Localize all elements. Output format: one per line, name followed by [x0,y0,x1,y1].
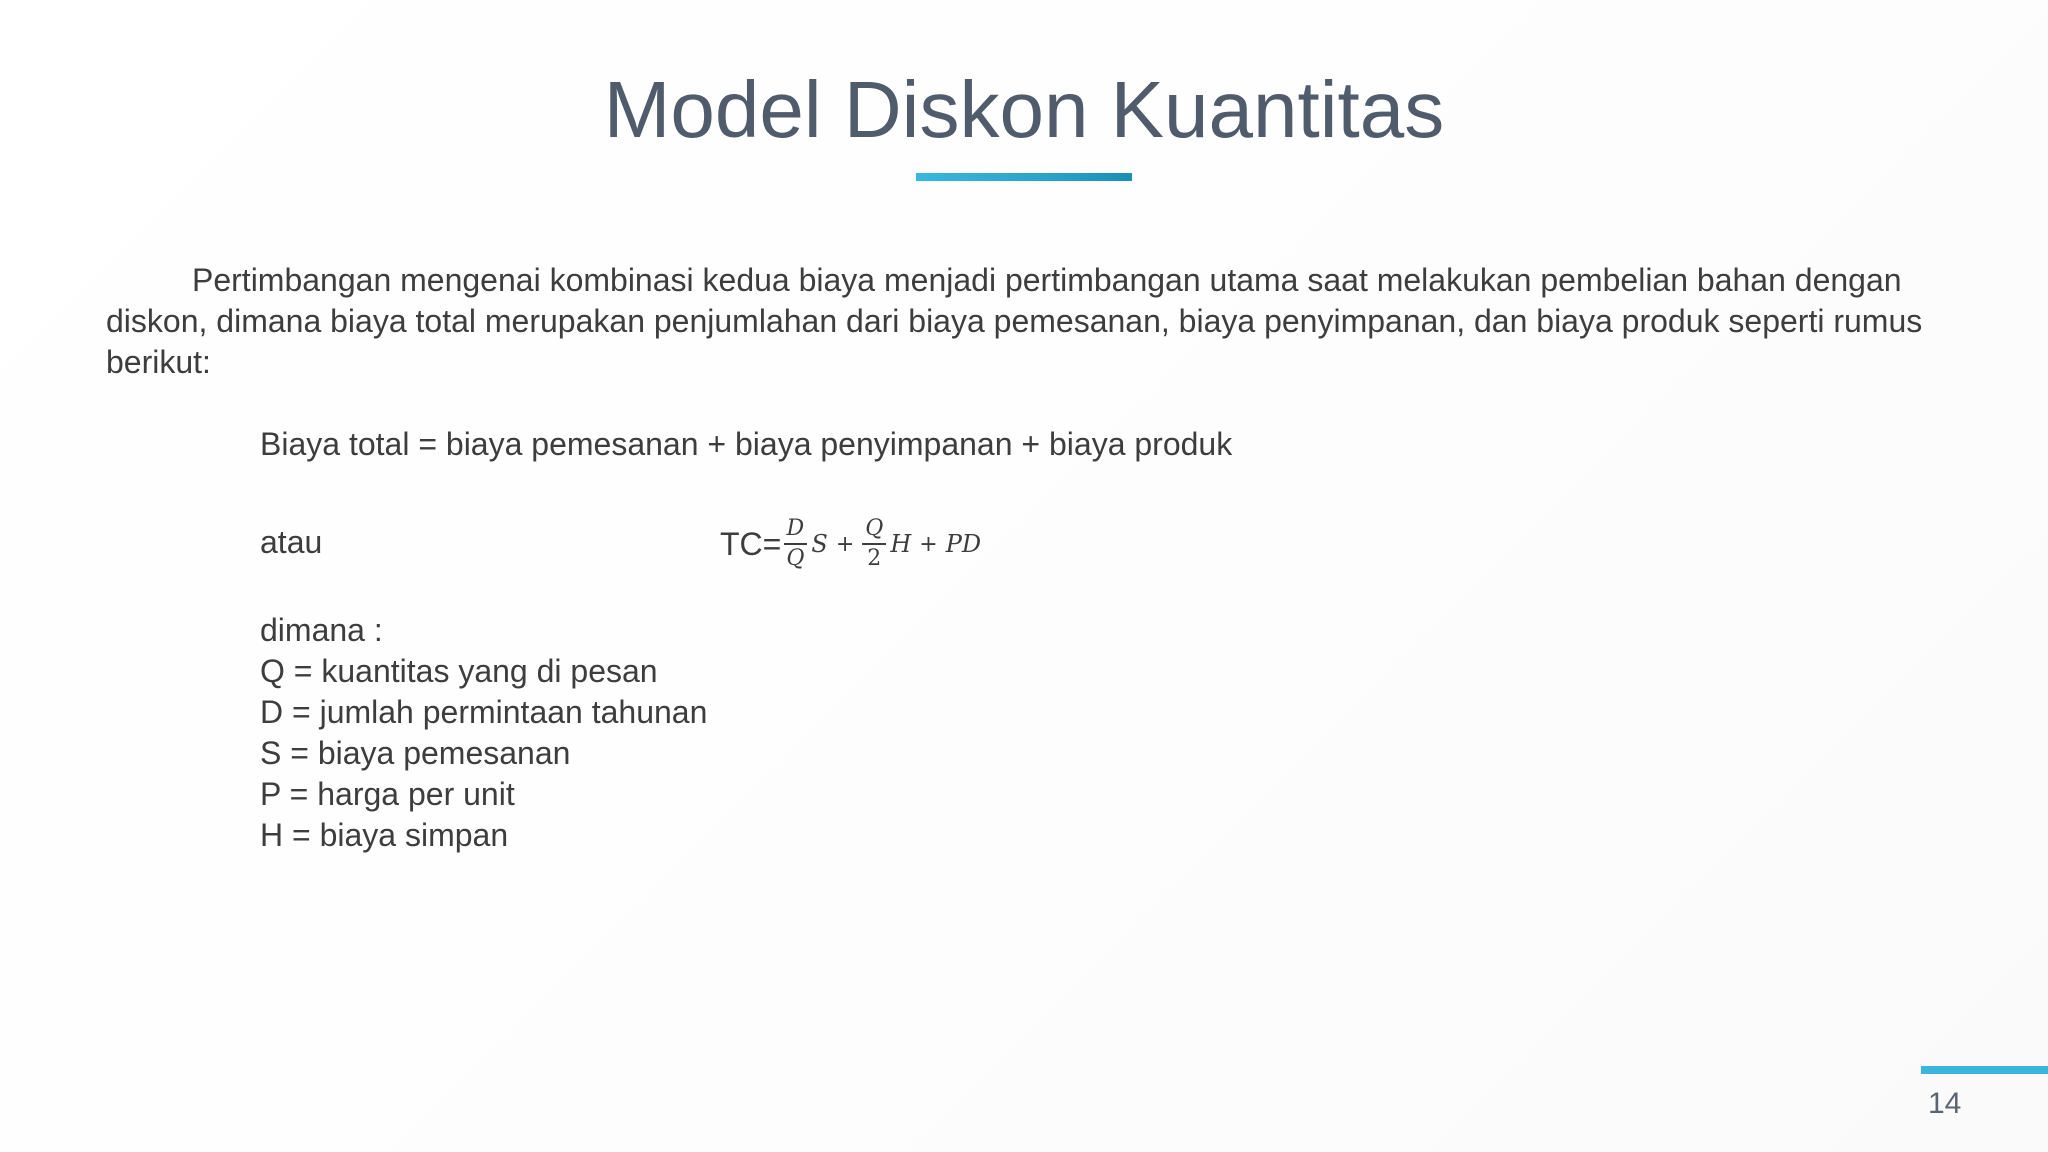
equation-plus: + [835,531,855,557]
definition-item: Q = kuantitas yang di pesan [260,653,658,689]
fraction-numerator: D [784,516,808,545]
equation-term-h: H [890,530,912,558]
equation-plus: + [919,531,938,557]
definition-item: S = biaya pemesanan [260,735,571,771]
slide-title: Model Diskon Kuantitas [603,65,1445,154]
definition-item: D = jumlah permintaan tahunan [260,694,708,730]
equation-term-s: S [811,530,828,558]
definition-item: H = biaya simpan [260,817,509,853]
fraction-q-over-2 [862,516,886,572]
definition-list [260,610,707,856]
fraction-denominator: 2 [867,546,882,571]
equation-lhs: TC= [720,525,782,562]
formula-text: Biaya total = biaya pemesanan + biaya penyimpanan + biaya produk [260,426,1233,462]
intro-paragraph: Pertimbangan mengenai kombinasi kedua biaya menjadi pertimbangan utama saat melakukan pembelian bahan dengan diskon, dimana biaya total merupakan penjumlahan dari biaya pemesanan, biaya penyimpanan, dan biaya produk seperti rumus berikut: [106,262,1923,380]
definition-heading: dimana : [260,612,383,648]
fraction-numerator: Q [862,516,886,545]
fraction-d-over-q [783,516,807,572]
page-number: 14 [1928,1087,1962,1120]
equation-term-pd: PD [945,530,982,558]
corner-accent-bar [1921,1066,2048,1074]
fraction-denominator: Q [786,546,805,571]
title-underline [916,173,1132,181]
atau-label: atau [260,524,323,560]
definition-item: P = harga per unit [260,776,515,812]
tc-equation [720,506,983,582]
